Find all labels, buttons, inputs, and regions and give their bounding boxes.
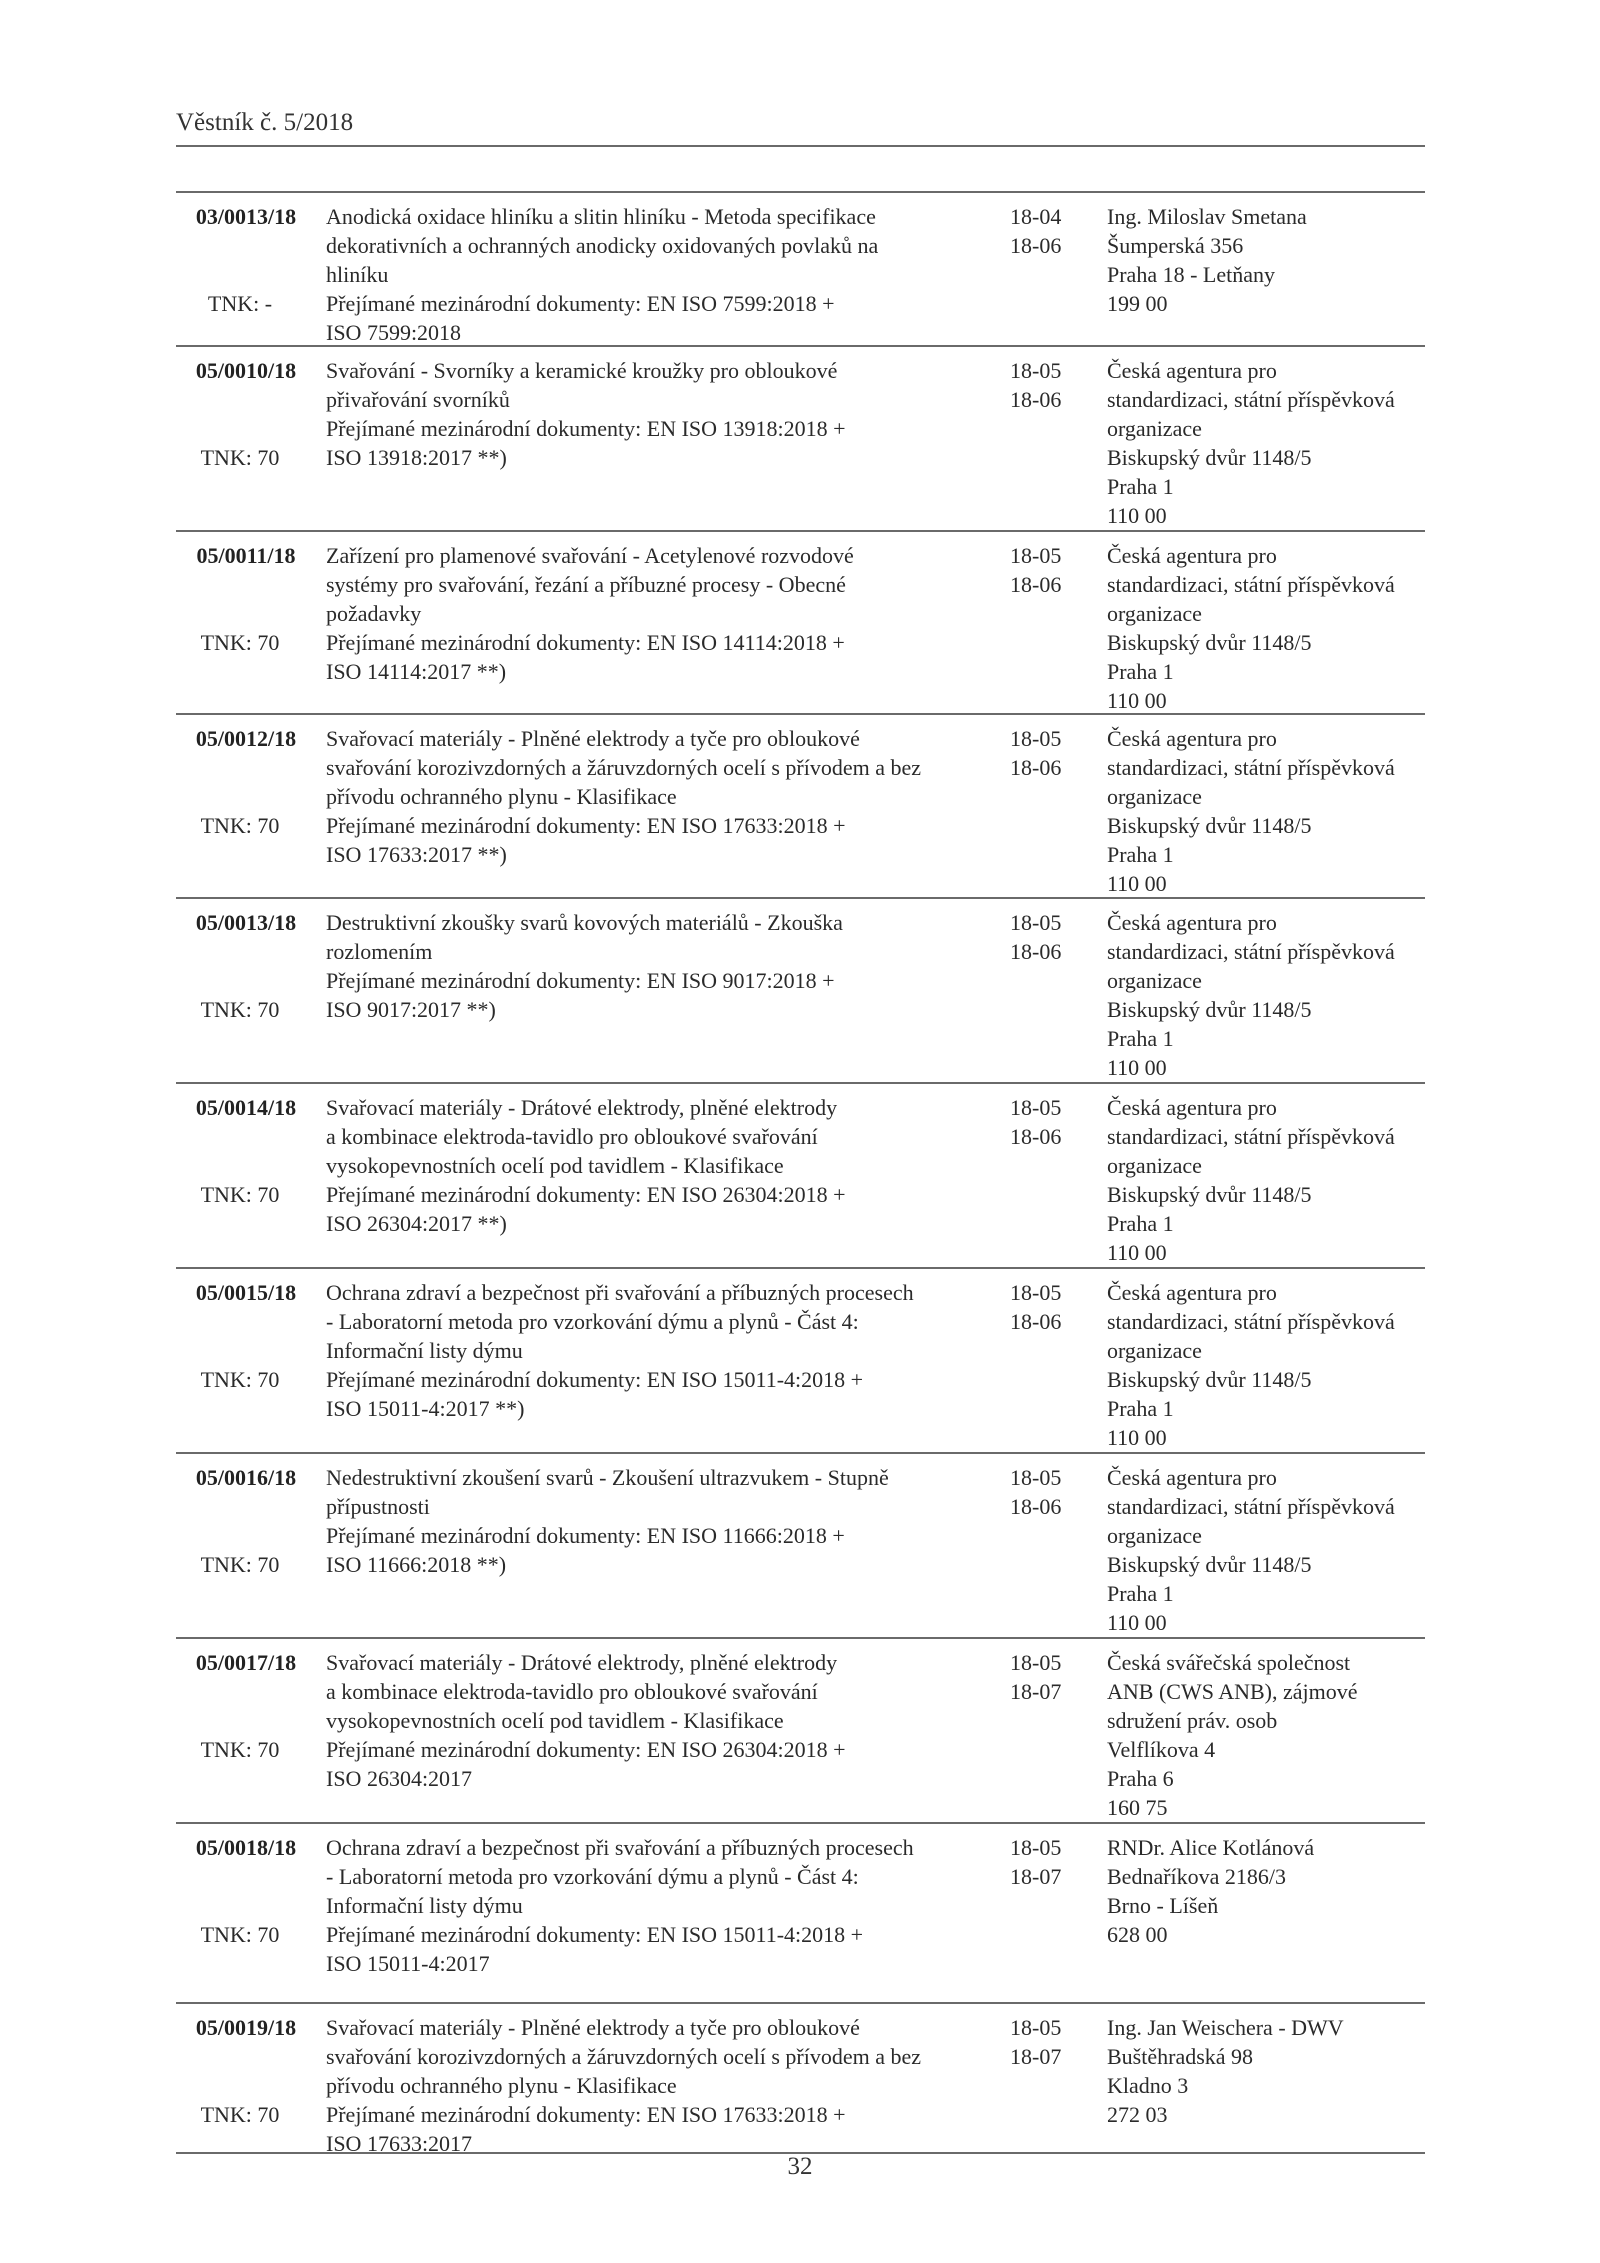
description-cell bbox=[326, 1093, 1006, 1238]
address-cell bbox=[1107, 1833, 1437, 1949]
description-line: Přejímané mezinárodní dokumenty: EN ISO 11666:2018 + bbox=[326, 1523, 845, 1548]
description-line: - Laboratorní metoda pro vzorkování dýmu a plynů - Část 4: bbox=[326, 1864, 859, 1889]
description-cell bbox=[326, 541, 1006, 686]
description-line: Přejímané mezinárodní dokumenty: EN ISO 17633:2018 + bbox=[326, 813, 846, 838]
address-line: Česká svářečská společnost bbox=[1107, 1650, 1351, 1675]
address-line: 110 00 bbox=[1107, 1610, 1167, 1635]
dates-cell bbox=[1010, 908, 1100, 966]
address-line: standardizaci, státní příspěvková bbox=[1107, 1309, 1395, 1334]
description-line: Nedestruktivní zkoušení svarů - Zkoušení ultrazvukem - Stupně bbox=[326, 1465, 889, 1490]
address-line: Praha 1 bbox=[1107, 842, 1174, 867]
table-row bbox=[176, 1084, 1425, 1269]
date-start: 18-04 bbox=[1010, 204, 1062, 229]
address-line: 110 00 bbox=[1107, 1240, 1167, 1265]
address-line: Šumperská 356 bbox=[1107, 233, 1244, 258]
description-cell bbox=[326, 1463, 1006, 1579]
description-line: Zařízení pro plamenové svařování - Acetylenové rozvodové bbox=[326, 543, 854, 568]
table-row bbox=[176, 1824, 1425, 2004]
description-line: svařování korozivzdorných a žáruvzdorných ocelí s přívodem a bez bbox=[326, 2044, 921, 2069]
address-line: organizace bbox=[1107, 968, 1202, 993]
date-end: 18-07 bbox=[1010, 1864, 1062, 1889]
table-row bbox=[176, 532, 1425, 715]
address-line: 110 00 bbox=[1107, 503, 1167, 528]
id-cell bbox=[176, 1278, 316, 1392]
description-line: Přejímané mezinárodní dokumenty: EN ISO 15011-4:2018 + bbox=[326, 1367, 864, 1392]
address-cell bbox=[1107, 1278, 1437, 1452]
dates-cell bbox=[1010, 1463, 1100, 1521]
date-end: 18-06 bbox=[1010, 572, 1062, 597]
description-line: Přejímané mezinárodní dokumenty: EN ISO 9017:2018 + bbox=[326, 968, 835, 993]
address-line: Brno - Líšeň bbox=[1107, 1893, 1219, 1918]
dates-cell bbox=[1010, 2013, 1100, 2071]
address-line: Kladno 3 bbox=[1107, 2073, 1189, 2098]
address-line: RNDr. Alice Kotlánová bbox=[1107, 1835, 1315, 1860]
table-row bbox=[176, 1269, 1425, 1454]
address-cell bbox=[1107, 541, 1437, 715]
entry-id: 05/0014/18 bbox=[195, 1095, 297, 1120]
address-line: 110 00 bbox=[1107, 688, 1167, 713]
description-line: Přejímané mezinárodní dokumenty: EN ISO 13918:2018 + bbox=[326, 416, 846, 441]
description-line: dekorativních a ochranných anodicky oxidovaných povlaků na bbox=[326, 233, 879, 258]
address-cell bbox=[1107, 908, 1437, 1082]
address-line: 199 00 bbox=[1107, 291, 1168, 316]
date-end: 18-07 bbox=[1010, 2044, 1062, 2069]
page-header-title: Věstník č. 5/2018 bbox=[176, 109, 354, 136]
address-cell bbox=[1107, 1648, 1437, 1822]
dates-cell bbox=[1010, 1278, 1100, 1336]
description-line: Informační listy dýmu bbox=[326, 1893, 523, 1918]
table-row bbox=[176, 347, 1425, 532]
entry-id: 05/0010/18 bbox=[195, 358, 297, 383]
address-line: Česká agentura pro bbox=[1107, 1280, 1277, 1305]
date-end: 18-06 bbox=[1010, 233, 1062, 258]
description-line: ISO 17633:2017 **) bbox=[326, 842, 507, 867]
date-start: 18-05 bbox=[1010, 2015, 1062, 2040]
tnk-label: TNK: - bbox=[207, 291, 273, 316]
date-start: 18-05 bbox=[1010, 1835, 1062, 1860]
description-line: přívodu ochranného plynu - Klasifikace bbox=[326, 2073, 677, 2098]
description-cell bbox=[326, 1648, 1006, 1793]
address-line: Biskupský dvůr 1148/5 bbox=[1107, 1552, 1312, 1577]
description-line: Ochrana zdraví a bezpečnost při svařování a příbuzných procesech bbox=[326, 1835, 914, 1860]
date-start: 18-05 bbox=[1010, 358, 1062, 383]
date-start: 18-05 bbox=[1010, 1280, 1062, 1305]
description-line: Anodická oxidace hliníku a slitin hliníku - Metoda specifikace bbox=[326, 204, 876, 229]
id-cell bbox=[176, 1463, 316, 1577]
description-line: Svařovací materiály - Plněné elektrody a tyče pro obloukové bbox=[326, 726, 860, 751]
description-line: rozlomením bbox=[326, 939, 433, 964]
entry-id: 05/0019/18 bbox=[195, 2015, 297, 2040]
address-line: standardizaci, státní příspěvková bbox=[1107, 1124, 1395, 1149]
id-cell bbox=[176, 2013, 316, 2127]
description-line: a kombinace elektroda-tavidlo pro obloukové svařování bbox=[326, 1679, 818, 1704]
tnk-label: TNK: 70 bbox=[200, 2102, 280, 2127]
address-cell bbox=[1107, 724, 1437, 898]
description-line: ISO 26304:2017 bbox=[326, 1766, 473, 1791]
description-line: požadavky bbox=[326, 601, 422, 626]
address-line: Praha 6 bbox=[1107, 1766, 1174, 1791]
dates-cell bbox=[1010, 541, 1100, 599]
description-line: Svařovací materiály - Drátové elektrody, plněné elektrody bbox=[326, 1650, 838, 1675]
description-line: Informační listy dýmu bbox=[326, 1338, 523, 1363]
address-line: organizace bbox=[1107, 1523, 1202, 1548]
address-cell bbox=[1107, 2013, 1437, 2129]
tnk-label: TNK: 70 bbox=[200, 1182, 280, 1207]
description-line: ISO 9017:2017 **) bbox=[326, 997, 496, 1022]
table-row bbox=[176, 2004, 1425, 2154]
address-line: Česká agentura pro bbox=[1107, 910, 1277, 935]
address-line: ANB (CWS ANB), zájmové bbox=[1107, 1679, 1358, 1704]
address-cell bbox=[1107, 356, 1437, 530]
address-line: Praha 1 bbox=[1107, 659, 1174, 684]
description-line: ISO 17633:2017 bbox=[326, 2131, 473, 2156]
table-row bbox=[176, 715, 1425, 899]
tnk-label: TNK: 70 bbox=[200, 1552, 280, 1577]
description-line: ISO 14114:2017 **) bbox=[326, 659, 507, 684]
description-line: ISO 15011-4:2017 **) bbox=[326, 1396, 525, 1421]
tnk-label: TNK: 70 bbox=[200, 813, 280, 838]
dates-cell bbox=[1010, 202, 1100, 260]
dates-cell bbox=[1010, 1648, 1100, 1706]
id-cell bbox=[176, 541, 316, 655]
tnk-label: TNK: 70 bbox=[200, 997, 280, 1022]
id-cell bbox=[176, 1833, 316, 1947]
description-line: ISO 26304:2017 **) bbox=[326, 1211, 507, 1236]
address-cell bbox=[1107, 1463, 1437, 1637]
date-end: 18-06 bbox=[1010, 939, 1062, 964]
date-start: 18-05 bbox=[1010, 543, 1062, 568]
tnk-label: TNK: 70 bbox=[200, 1737, 280, 1762]
address-line: 110 00 bbox=[1107, 1055, 1167, 1080]
description-line: Destruktivní zkoušky svarů kovových materiálů - Zkouška bbox=[326, 910, 843, 935]
entry-id: 05/0013/18 bbox=[195, 910, 297, 935]
description-line: Svařování - Svorníky a keramické kroužky pro obloukové bbox=[326, 358, 838, 383]
description-line: ISO 11666:2018 **) bbox=[326, 1552, 507, 1577]
date-end: 18-06 bbox=[1010, 387, 1062, 412]
description-line: Svařovací materiály - Drátové elektrody, plněné elektrody bbox=[326, 1095, 838, 1120]
standards-table bbox=[176, 191, 1425, 2154]
address-line: standardizaci, státní příspěvková bbox=[1107, 572, 1395, 597]
description-cell bbox=[326, 724, 1006, 869]
description-line: vysokopevnostních ocelí pod tavidlem - Klasifikace bbox=[326, 1708, 784, 1733]
description-line: Přejímané mezinárodní dokumenty: EN ISO 15011-4:2018 + bbox=[326, 1922, 864, 1947]
description-line: Přejímané mezinárodní dokumenty: EN ISO 17633:2018 + bbox=[326, 2102, 846, 2127]
address-line: Česká agentura pro bbox=[1107, 1095, 1277, 1120]
date-start: 18-05 bbox=[1010, 1095, 1062, 1120]
address-line: standardizaci, státní příspěvková bbox=[1107, 387, 1395, 412]
address-cell bbox=[1107, 1093, 1437, 1267]
tnk-label: TNK: 70 bbox=[200, 1922, 280, 1947]
description-line: přívodu ochranného plynu - Klasifikace bbox=[326, 784, 677, 809]
header-rule bbox=[176, 145, 1425, 147]
dates-cell bbox=[1010, 1093, 1100, 1151]
address-line: Praha 1 bbox=[1107, 1581, 1174, 1606]
address-line: Biskupský dvůr 1148/5 bbox=[1107, 813, 1312, 838]
entry-id: 05/0018/18 bbox=[195, 1835, 297, 1860]
address-line: Praha 1 bbox=[1107, 1026, 1174, 1051]
address-line: Bednaříkova 2186/3 bbox=[1107, 1864, 1287, 1889]
address-line: 110 00 bbox=[1107, 871, 1167, 896]
date-start: 18-05 bbox=[1010, 1650, 1062, 1675]
table-row bbox=[176, 899, 1425, 1084]
address-line: 160 75 bbox=[1107, 1795, 1168, 1820]
description-cell bbox=[326, 1833, 1006, 1978]
id-cell bbox=[176, 908, 316, 1022]
address-line: Ing. Miloslav Smetana bbox=[1107, 204, 1307, 229]
address-line: organizace bbox=[1107, 1153, 1202, 1178]
entry-id: 05/0011/18 bbox=[196, 543, 296, 568]
description-cell bbox=[326, 356, 1006, 472]
date-end: 18-06 bbox=[1010, 1124, 1062, 1149]
table-row bbox=[176, 1454, 1425, 1639]
id-cell bbox=[176, 1648, 316, 1762]
description-line: Přejímané mezinárodní dokumenty: EN ISO 7599:2018 + bbox=[326, 291, 835, 316]
description-line: systémy pro svařování, řezání a příbuzné procesy - Obecné bbox=[326, 572, 846, 597]
address-line: Česká agentura pro bbox=[1107, 1465, 1277, 1490]
description-cell bbox=[326, 2013, 1006, 2158]
address-line: Česká agentura pro bbox=[1107, 726, 1277, 751]
entry-id: 05/0015/18 bbox=[195, 1280, 297, 1305]
id-cell bbox=[176, 1093, 316, 1207]
address-line: Praha 1 bbox=[1107, 1396, 1174, 1421]
address-line: Praha 18 - Letňany bbox=[1107, 262, 1275, 287]
address-line: Buštěhradská 98 bbox=[1107, 2044, 1254, 2069]
description-cell bbox=[326, 202, 1006, 347]
address-line: Česká agentura pro bbox=[1107, 543, 1277, 568]
address-line: 628 00 bbox=[1107, 1922, 1168, 1947]
address-line: Praha 1 bbox=[1107, 1211, 1174, 1236]
description-line: přivařování svorníků bbox=[326, 387, 510, 412]
dates-cell bbox=[1010, 356, 1100, 414]
address-line: Praha 1 bbox=[1107, 474, 1174, 499]
entry-id: 03/0013/18 bbox=[195, 204, 297, 229]
dates-cell bbox=[1010, 724, 1100, 782]
date-start: 18-05 bbox=[1010, 910, 1062, 935]
id-cell bbox=[176, 356, 316, 470]
tnk-label: TNK: 70 bbox=[200, 1367, 280, 1392]
tnk-label: TNK: 70 bbox=[200, 445, 280, 470]
address-line: Biskupský dvůr 1148/5 bbox=[1107, 997, 1312, 1022]
description-line: Ochrana zdraví a bezpečnost při svařování a příbuzných procesech bbox=[326, 1280, 914, 1305]
address-line: standardizaci, státní příspěvková bbox=[1107, 939, 1395, 964]
address-line: standardizaci, státní příspěvková bbox=[1107, 755, 1395, 780]
address-line: Ing. Jan Weischera - DWV bbox=[1107, 2015, 1344, 2040]
address-line: organizace bbox=[1107, 1338, 1202, 1363]
dates-cell bbox=[1010, 1833, 1100, 1891]
description-line: Svařovací materiály - Plněné elektrody a tyče pro obloukové bbox=[326, 2015, 860, 2040]
date-start: 18-05 bbox=[1010, 1465, 1062, 1490]
table-row bbox=[176, 1639, 1425, 1824]
address-line: 272 03 bbox=[1107, 2102, 1168, 2127]
address-line: organizace bbox=[1107, 416, 1202, 441]
address-line: Velflíkova 4 bbox=[1107, 1737, 1216, 1762]
address-line: organizace bbox=[1107, 784, 1202, 809]
page-number: 32 bbox=[787, 2153, 813, 2180]
address-line: Biskupský dvůr 1148/5 bbox=[1107, 1367, 1312, 1392]
entry-id: 05/0017/18 bbox=[195, 1650, 297, 1675]
address-cell bbox=[1107, 202, 1437, 318]
description-line: svařování korozivzdorných a žáruvzdorných ocelí s přívodem a bez bbox=[326, 755, 921, 780]
description-line: Přejímané mezinárodní dokumenty: EN ISO 14114:2018 + bbox=[326, 630, 845, 655]
date-end: 18-06 bbox=[1010, 755, 1062, 780]
date-start: 18-05 bbox=[1010, 726, 1062, 751]
id-cell bbox=[176, 202, 316, 316]
description-line: hliníku bbox=[326, 262, 389, 287]
description-line: Přejímané mezinárodní dokumenty: EN ISO 26304:2018 + bbox=[326, 1737, 846, 1762]
description-line: - Laboratorní metoda pro vzorkování dýmu a plynů - Část 4: bbox=[326, 1309, 859, 1334]
address-line: sdružení práv. osob bbox=[1107, 1708, 1278, 1733]
entry-id: 05/0016/18 bbox=[195, 1465, 297, 1490]
address-line: 110 00 bbox=[1107, 1425, 1167, 1450]
address-line: standardizaci, státní příspěvková bbox=[1107, 1494, 1395, 1519]
description-line: ISO 15011-4:2017 bbox=[326, 1951, 490, 1976]
description-line: ISO 13918:2017 **) bbox=[326, 445, 507, 470]
tnk-label: TNK: 70 bbox=[200, 630, 280, 655]
address-line: organizace bbox=[1107, 601, 1202, 626]
date-end: 18-07 bbox=[1010, 1679, 1062, 1704]
description-line: Přejímané mezinárodní dokumenty: EN ISO 26304:2018 + bbox=[326, 1182, 846, 1207]
address-line: Česká agentura pro bbox=[1107, 358, 1277, 383]
address-line: Biskupský dvůr 1148/5 bbox=[1107, 1182, 1312, 1207]
address-line: Biskupský dvůr 1148/5 bbox=[1107, 445, 1312, 470]
entry-id: 05/0012/18 bbox=[195, 726, 297, 751]
description-line: vysokopevnostních ocelí pod tavidlem - Klasifikace bbox=[326, 1153, 784, 1178]
description-line: ISO 7599:2018 bbox=[326, 320, 462, 345]
description-cell bbox=[326, 908, 1006, 1024]
description-cell bbox=[326, 1278, 1006, 1423]
address-line: Biskupský dvůr 1148/5 bbox=[1107, 630, 1312, 655]
date-end: 18-06 bbox=[1010, 1309, 1062, 1334]
id-cell bbox=[176, 724, 316, 838]
description-line: a kombinace elektroda-tavidlo pro obloukové svařování bbox=[326, 1124, 818, 1149]
description-line: přípustnosti bbox=[326, 1494, 430, 1519]
date-end: 18-06 bbox=[1010, 1494, 1062, 1519]
table-row bbox=[176, 193, 1425, 347]
